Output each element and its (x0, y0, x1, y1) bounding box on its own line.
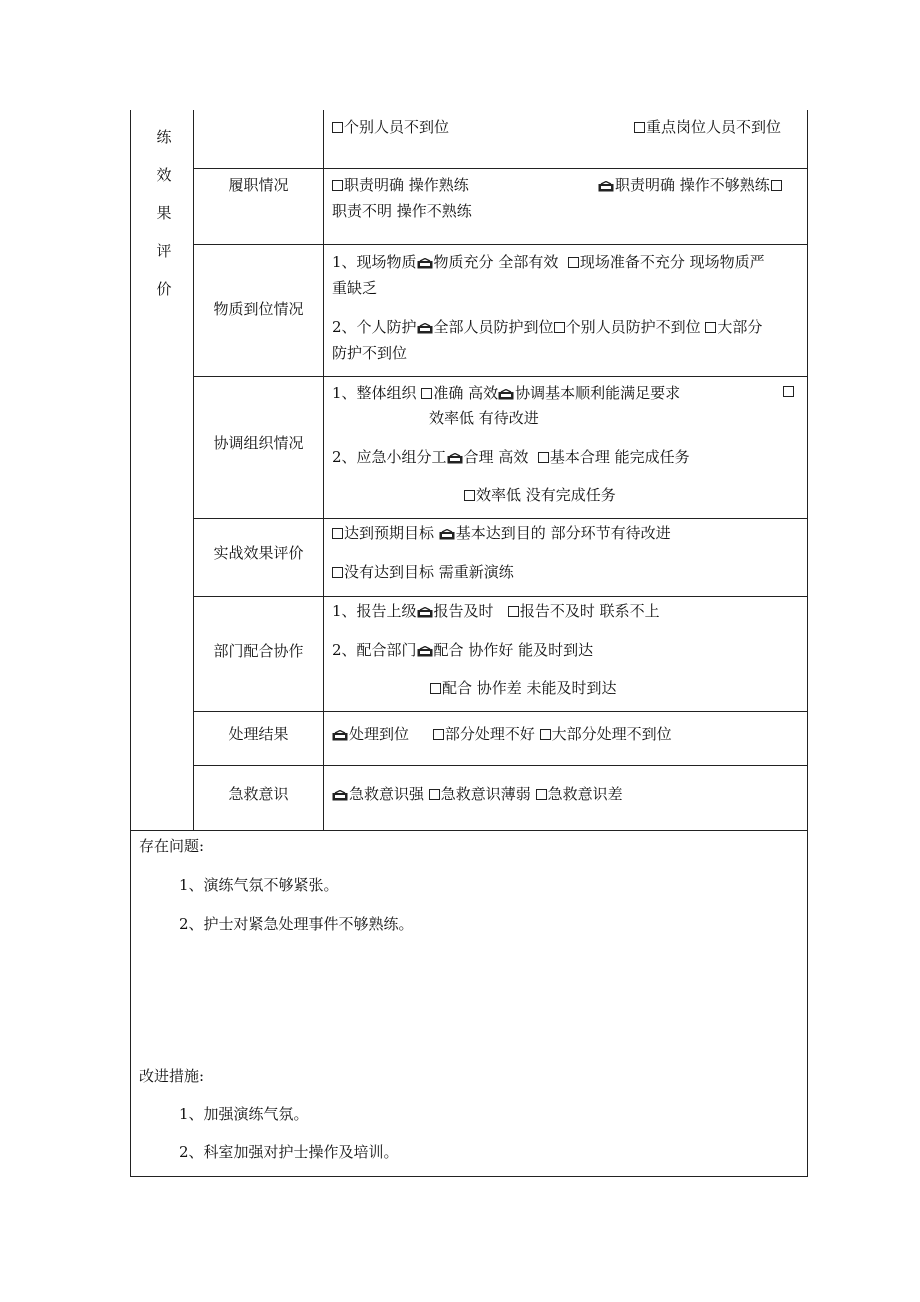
checkbox-empty (433, 729, 444, 740)
line-emergency-team: 2、应急小组分工 合理 高效 基本合理 能完成任务 (332, 448, 690, 466)
row-label: 部门配合协作 (213, 642, 304, 660)
option-key-posts-absent: 重点岗位人员不到位 (634, 116, 781, 137)
line-effect-a: 达到预期目标 基本达到目的 部分环节有待改进 (332, 522, 671, 543)
row-label: 处理结果 (228, 725, 289, 743)
line-cooperating-dept: 2、配合部门 配合 协作好 能及时到达 (332, 641, 594, 659)
col-divider-2 (323, 110, 324, 830)
line-effect-c: 没有达到目标 需重新演练 (332, 561, 514, 582)
checked-box-icon (439, 529, 455, 540)
checkbox-empty (332, 122, 343, 133)
row-divider (193, 765, 807, 766)
line-personal-protection: 2、个人防护 全部人员防护到位 个别人员防护不到位 大部分 (332, 318, 763, 336)
checkbox-empty (771, 180, 782, 191)
checkbox-empty (429, 789, 440, 800)
checkbox-empty (332, 180, 343, 191)
line-cooperating-dept-cont: 配合 协作差 未能及时到达 (430, 677, 617, 698)
checkbox-empty (540, 729, 551, 740)
checkbox-empty (554, 322, 565, 333)
checkbox-empty (538, 452, 549, 463)
line-personal-protection-cont: 防护不到位 (332, 344, 408, 362)
line-emergency-team-cont: 效率低 没有完成任务 (464, 484, 616, 505)
side-heading: 练 效 果 评 价 (156, 128, 172, 298)
checked-box-icon (498, 389, 514, 400)
section-divider (131, 830, 807, 831)
checkbox-empty (634, 122, 645, 133)
checked-box-icon (417, 646, 433, 657)
line-first-aid: 急救意识强 急救意识薄弱 急救意识差 (332, 783, 623, 804)
checkbox-empty (430, 683, 441, 694)
row-label: 急救意识 (228, 785, 289, 803)
option-personnel-partial: 个别人员不到位 (332, 116, 449, 137)
row-divider (193, 518, 807, 519)
line-report-superior: 1、报告上级 报告及时 报告不及时 联系不上 (332, 602, 660, 620)
checkbox-empty (536, 789, 547, 800)
problem-item: 1、演练气氛不够紧张。 (179, 876, 339, 894)
row-label: 履职情况 (228, 176, 289, 194)
evaluation-table (130, 110, 808, 1177)
checkbox-empty (464, 490, 475, 501)
checkbox-empty (332, 567, 343, 578)
checked-box-icon (417, 607, 433, 618)
row-label: 物质到位情况 (213, 300, 304, 318)
line-handling-result: 处理到位 部分处理不好 大部分处理不到位 (332, 723, 672, 744)
checkbox-empty (508, 606, 519, 617)
option-duty-clear: 职责明确 操作熟练 (332, 174, 469, 195)
row-divider (193, 376, 807, 377)
problems-title: 存在问题: (139, 837, 205, 855)
option-duty-not-skilled: 职责明确 操作不够熟练 (598, 174, 783, 195)
row-divider (193, 596, 807, 597)
problem-item: 2、护士对紧急处理事件不够熟练。 (179, 915, 414, 933)
line-onsite-materials: 1、现场物质 物质充分 全部有效 现场准备不充分 现场物质严 (332, 253, 765, 271)
row-divider (193, 711, 807, 712)
checked-box-icon (598, 181, 614, 192)
row-divider (193, 244, 807, 245)
checkbox-empty (332, 528, 343, 539)
line-overall-organization-cont: 效率低 有待改进 (429, 409, 539, 427)
checked-box-icon (447, 453, 463, 464)
checkbox-empty (783, 382, 795, 400)
checked-box-icon (417, 323, 433, 334)
checkbox-empty (705, 322, 716, 333)
improvement-item: 1、加强演练气氛。 (179, 1105, 309, 1123)
improvements-title: 改进措施: (139, 1067, 205, 1085)
line-onsite-materials-cont: 重缺乏 (332, 279, 378, 297)
row-label: 协调组织情况 (213, 434, 304, 452)
checkbox-empty (421, 388, 432, 399)
checked-box-icon (332, 790, 348, 801)
checked-box-icon (417, 258, 433, 269)
row-divider (193, 168, 807, 169)
improvement-item: 2、科室加强对护士操作及培训。 (179, 1143, 399, 1161)
checked-box-icon (332, 730, 348, 741)
line-overall-organization: 1、整体组织 准确 高效 协调基本顺利能满足要求 (332, 384, 681, 402)
checkbox-empty (568, 257, 579, 268)
option-duty-unclear: 职责不明 操作不熟练 (332, 202, 472, 220)
col-divider-1 (193, 110, 194, 830)
row-label: 实战效果评价 (213, 544, 304, 562)
